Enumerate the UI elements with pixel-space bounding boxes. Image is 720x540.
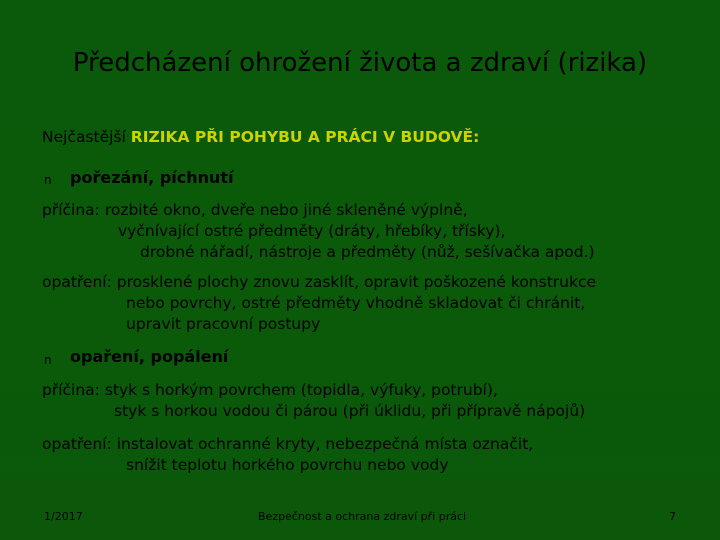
cause-line: styk s horkou vodou či párou (při úklidu, při přípravě nápojů) [114,402,586,420]
intro-highlight: RIZIKA PŘI POHYBU A PRÁCI V BUDOVĚ: [130,128,480,146]
measure-line: snížit teplotu horkého povrchu nebo vody [126,456,449,474]
section-2-cause [42,380,585,422]
footer-title: Bezpečnost a ochrana zdraví při práci [258,510,467,523]
measure-line: opatření: instalovat ochranné kryty, nebezpečná místa označit, [42,435,534,453]
section-1-cause [42,200,595,263]
section-heading-1: pořezání, píchnutí [70,168,234,187]
cause-line: příčina: styk s horkým povrchem (topidla, výfuky, potrubí), [42,381,498,399]
slide-title: Předcházení ohrožení života a zdraví (rizika) [72,48,648,78]
footer-page-number: 7 [669,510,676,523]
section-heading-2: opaření, popálení [70,347,229,366]
measure-line: upravit pracovní postupy [126,315,321,333]
bullet-marker-1: n [44,173,52,187]
measure-line: opatření: prosklené plochy znovu zasklít, opravit poškozené konstrukce [42,273,597,291]
section-1-measure [42,272,596,335]
measure-line: nebo povrchy, ostré předměty vhodně skladovat či chránit, [126,294,586,312]
intro-prefix: Nejčastější [42,128,131,146]
cause-line: drobné nářadí, nástroje a předměty (nůž, sešívačka apod.) [140,243,595,261]
intro-line [42,128,479,146]
bullet-marker-2: n [44,353,52,367]
footer-date: 1/2017 [44,510,83,523]
cause-line: vyčnívající ostré předměty (dráty, hřebíky, třísky), [118,222,506,240]
section-2-measure [42,434,533,476]
cause-line: příčina: rozbité okno, dveře nebo jiné skleněné výplně, [42,201,468,219]
